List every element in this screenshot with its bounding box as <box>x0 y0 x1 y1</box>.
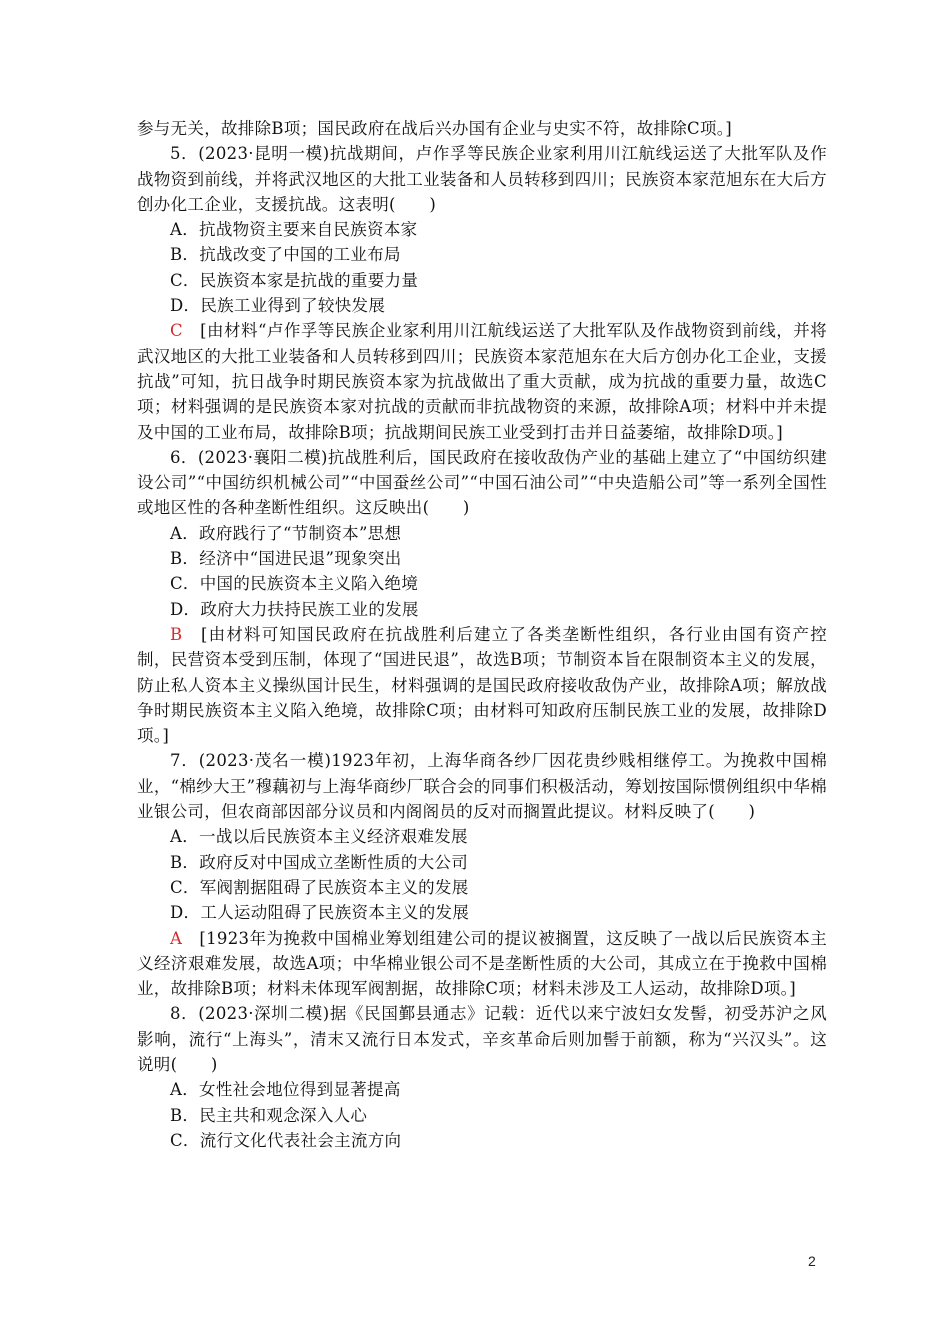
option-d: D．工人运动阻碍了民族资本主义的发展 <box>170 903 470 923</box>
option-b: B．经济中“国进民退”现象突出 <box>170 549 402 569</box>
answer-explanation <box>137 318 827 444</box>
question-5 <box>137 141 827 445</box>
option-a: A．抗战物资主要来自民族资本家 <box>170 220 418 240</box>
page-number: 2 <box>808 1253 816 1269</box>
question-stem: 6．(2023·襄阳二模)抗战胜利后，国民政府在接收敌伪产业的基础上建立了“中国纺织建设公司”“中国纺织机械公司”“中国蚕丝公司”“中国石油公司”“中央造船公司”等一系列全国性或地区性的各种垄断性组织。这反映出( ) <box>137 447 827 518</box>
intro-text: 参与无关，故排除B项；国民政府在战后兴办国有企业与史实不符，故排除C项。] <box>137 119 733 138</box>
option-d: D．政府大力扶持民族工业的发展 <box>170 599 419 619</box>
question-6 <box>137 445 827 749</box>
question-stem: 5．(2023·昆明一模)抗战期间，卢作孚等民族企业家利用川江航线运送了大批军队及作战物资到前线，并将武汉地区的大批工业装备和人员转移到四川；民族资本家范旭东在大后方创办化工企业，支援抗战。这表明( ) <box>137 144 827 214</box>
option-a: A．一战以后民族资本主义经济艰难发展 <box>170 827 468 847</box>
explanation-text: [由材料可知国民政府在抗战胜利后建立了各类垄断性组织，各行业由国有资产控制，民营资本受到压制，体现了“国进民退”，故选B项；节制资本旨在限制资本主义的发展，防止私人资本主义操纵国计民生，材料强调的是国民政府接收敌伪产业，故排除A项；解放战争时期民族资本主义陷入绝境，故排除C项；由材料可知政府压制民族工业的发展，故排除D项。] <box>137 624 827 746</box>
option-d: D．民族工业得到了较快发展 <box>170 296 386 316</box>
answer-letter: B <box>170 624 183 644</box>
page-content <box>137 116 827 1153</box>
question-7 <box>137 748 827 1001</box>
explanation-text: [由材料“卢作孚等民族企业家利用川江航线运送了大批军队及作战物资到前线，并将武汉地区的大批工业装备和人员转移到四川；民族资本家范旭东在大后方创办化工企业，支援抗战”可知，抗日战争时期民族资本家为抗战做出了重大贡献，成为抗战的重要力量，故选C项；材料强调的是民族资本家对抗战的贡献而非抗战物资的来源，故排除A项；材料中并未提及中国的工业布局，故排除B项；抗战期间民族工业受到打击并日益萎缩，故排除D项。] <box>137 321 827 442</box>
option-c: C．中国的民族资本主义陷入绝境 <box>170 574 419 594</box>
answer-letter: C <box>170 321 183 341</box>
question-8 <box>137 1001 827 1153</box>
explanation-text: [1923年为挽救中国棉业筹划组建公司的提议被搁置，这反映了一战以后民族资本主义经济艰难发展，故选A项；中华棉业银公司不是垄断性质的大公司，其成立在于挽救中国棉业，故排除B项；材料未体现军阀割据，故排除C项；材料未涉及工人运动，故排除D项。] <box>137 928 827 999</box>
option-b: B．抗战改变了中国的工业布局 <box>170 245 401 265</box>
option-a: A．政府践行了“节制资本”思想 <box>170 523 402 543</box>
option-b: B．民主共和观念深入人心 <box>170 1105 368 1125</box>
option-c: C．军阀割据阻碍了民族资本主义的发展 <box>170 877 469 897</box>
answer-explanation <box>137 622 827 748</box>
question-stem: 8．(2023·深圳二模)据《民国鄞县通志》记载：近代以来宁波妇女发髻，初受苏沪之风影响，流行“上海头”，清末又流行日本发式，辛亥革命后则加髻于前额，称为“兴汉头”。这说明( ) <box>137 1004 827 1074</box>
option-c: C．流行文化代表社会主流方向 <box>170 1130 402 1150</box>
answer-explanation <box>137 926 827 1002</box>
answer-letter: A <box>170 928 183 948</box>
question-stem: 7．(2023·茂名一模)1923年初，上海华商各纱厂因花贵纱贱相继停工。为挽救中国棉业，“棉纱大王”穆藕初与上海华商纱厂联合会的同事们积极活动，筹划按国际惯例组织中华棉业银公司，但农商部因部分议员和内阁阁员的反对而搁置此提议。材料反映了( ) <box>137 751 827 822</box>
option-a: A．女性社会地位得到显著提高 <box>170 1080 401 1100</box>
option-b: B．政府反对中国成立垄断性质的大公司 <box>170 852 469 872</box>
option-c: C．民族资本家是抗战的重要力量 <box>170 270 419 290</box>
